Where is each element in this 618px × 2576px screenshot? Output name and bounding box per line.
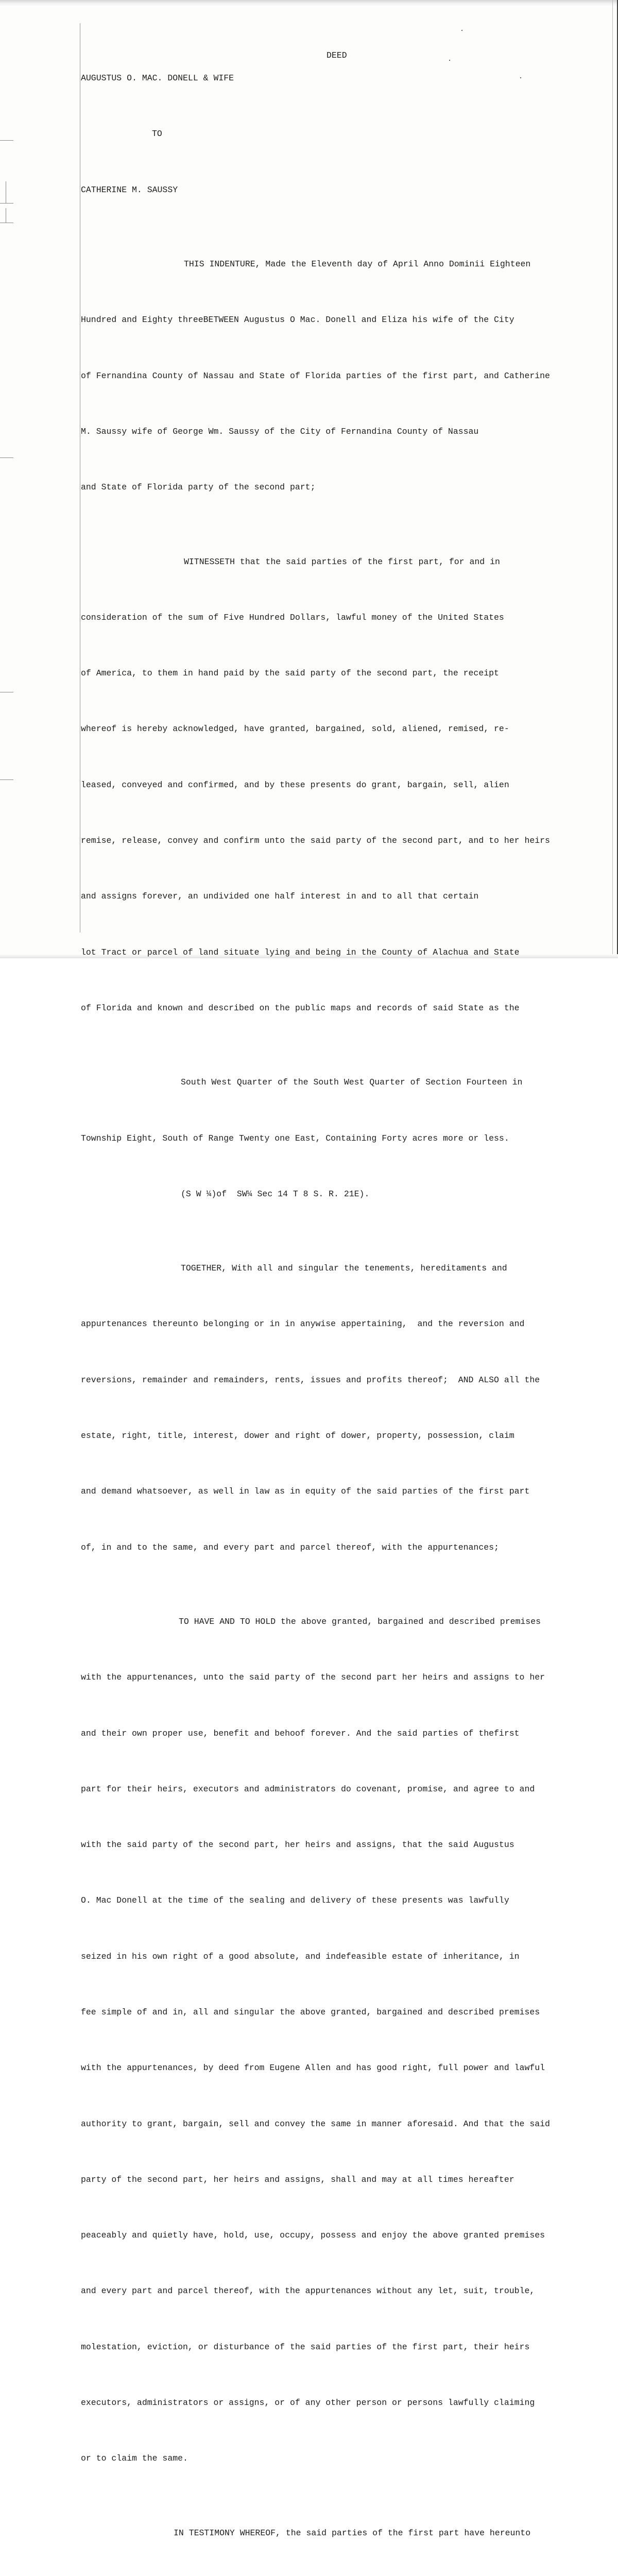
together-line: reversions, remainder and remainders, rents, issues and profits thereof; AND ALSO all the <box>81 1375 540 1385</box>
habendum-line: with the appurtenances, by deed from Eugene Allen and has good right, full power and lawful <box>81 2063 545 2073</box>
witnesseth-line: leased, conveyed and confirmed, and by these presents do grant, bargain, sell, alien <box>81 779 509 790</box>
to-word: TO <box>152 129 162 139</box>
binding-mark <box>0 457 13 458</box>
binding-mark <box>0 203 13 204</box>
habendum-line: and their own proper use, benefit and behoof forever. And the said parties of thefirst <box>81 1728 520 1738</box>
habendum-line: executors, administrators or assigns, or of any other person or persons lawfully claiming <box>81 2397 535 2408</box>
binding-mark <box>0 140 13 141</box>
habendum-line: with the appurtenances, unto the said party of the second part her heirs and assigns to her <box>81 1672 545 1683</box>
indenture-line: THIS INDENTURE, Made the Eleventh day of April Anno Dominii Eighteen <box>184 259 531 269</box>
witnesseth-line: WITNESSETH that the said parties of the first part, for and in <box>184 556 500 567</box>
witnesseth-line: consideration of the sum of Five Hundred Dollars, lawful money of the United States <box>81 612 504 622</box>
habendum-line: peaceably and quietly have, hold, use, occupy, possess and enjoy the above granted premises <box>81 2230 545 2241</box>
habendum-line: seized in his own right of a good absolute, and indefeasible estate of inheritance, in <box>81 1951 520 1961</box>
witnesseth-line: whereof is hereby acknowledged, have granted, bargained, sold, aliened, remised, re- <box>81 724 509 734</box>
habendum-line: molestation, eviction, or disturbance of the said parties of the first part, their heirs <box>81 2342 530 2352</box>
scan-right-fold <box>612 0 613 958</box>
land-description-line: Township Eight, South of Range Twenty one East, Containing Forty acres more or less. <box>81 1133 509 1143</box>
habendum-line: and every part and parcel thereof, with the appurtenances without any let, suit, trouble, <box>81 2286 535 2296</box>
witnesseth-line: remise, release, convey and confirm unto the said party of the second part, and to her heirs <box>81 836 550 846</box>
testimony-line: IN TESTIMONY WHEREOF, the said parties of the first part have hereunto <box>174 2528 531 2538</box>
witnesseth-line: lot Tract or parcel of land situate lying and being in the County of Alachua and State <box>81 947 520 957</box>
grantee-line: CATHERINE M. SAUSSY <box>81 184 178 195</box>
together-line: of, in and to the same, and every part and parcel thereof, with the appurtenances; <box>81 1542 499 1552</box>
habendum-line: TO HAVE AND TO HOLD the above granted, bargained and described premises <box>179 1616 541 1626</box>
habendum-line: or to claim the same. <box>81 2453 188 2464</box>
habendum-line: part for their heirs, executors and administrators do covenant, promise, and agree to and <box>81 1784 535 1794</box>
scan-top-edge <box>0 0 618 6</box>
indenture-line: M. Saussy wife of George Wm. Saussy of the City of Fernandina County of Nassau <box>81 426 479 436</box>
together-line: and demand whatsoever, as well in law as in equity of the said parties of the first part <box>81 1486 530 1497</box>
witnesseth-line: and assigns forever, an undivided one half interest in and to all that certain <box>81 891 479 902</box>
indenture-line: Hundred and Eighty threeBETWEEN Augustus O Mac. Donell and Eliza his wife of the City <box>81 315 514 325</box>
together-line: appurtenances thereunto belonging or in in anywise appertaining, and the reversion and <box>81 1319 525 1329</box>
habendum-line: authority to grant, bargain, sell and convey the same in manner aforesaid. And that the said <box>81 2119 550 2129</box>
deed-text <box>81 32 611 2576</box>
habendum-line: with the said party of the second part, her heirs and assigns, that the said Augustus <box>81 1840 514 1850</box>
grantor-line: AUGUSTUS O. MAC. DONELL & WIFE <box>81 73 234 83</box>
land-abbreviation-line: (S W ¼)of SW¼ Sec 14 T 8 S. R. 21E). <box>181 1189 370 1199</box>
habendum-line: party of the second part, her heirs and assigns, shall and may at all times hereafter <box>81 2174 514 2184</box>
indenture-line: of Fernandina County of Nassau and State of Florida parties of the first part, and Catherine <box>81 370 550 381</box>
ink-speck <box>461 30 462 31</box>
land-description-line: South West Quarter of the South West Quarter of Section Fourteen in <box>181 1077 523 1088</box>
binding-mark <box>0 779 13 780</box>
witnesseth-line: of America, to them in hand paid by the said party of the second part, the receipt <box>81 668 499 679</box>
document-type: DEED <box>327 50 347 60</box>
together-line: estate, right, title, interest, dower and right of dower, property, possession, claim <box>81 1431 514 1441</box>
habendum-line: O. Mac Donell at the time of the sealing and delivery of these presents was lawfully <box>81 1895 509 1906</box>
witnesseth-line: of Florida and known and described on the public maps and records of said State as the <box>81 1003 520 1013</box>
indenture-line: and State of Florida party of the second part; <box>81 482 316 493</box>
habendum-line: fee simple of and in, all and singular the above granted, bargained and described premises <box>81 2007 540 2017</box>
together-line: TOGETHER, With all and singular the tenements, hereditaments and <box>181 1263 507 1274</box>
